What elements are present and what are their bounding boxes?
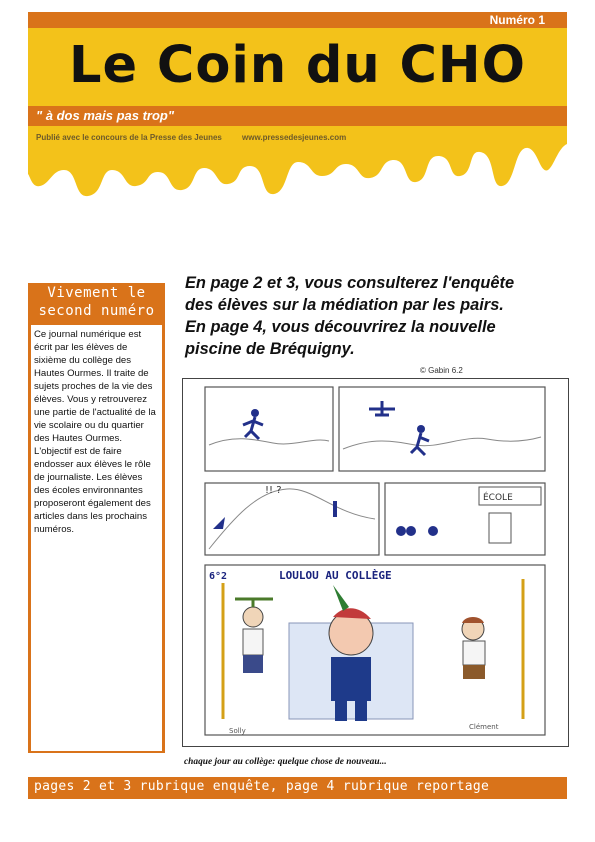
- comic-panel-1: [205, 387, 333, 471]
- intro-text: [185, 272, 565, 360]
- illustration-caption: chaque jour au collège: quelque chose de nouveau...: [184, 757, 387, 767]
- school-sign-text: ÉCOLE: [483, 493, 513, 503]
- sidebar-body-text: Ce journal numérique est écrit par les élèves de sixième du collège des Hautes Ourmes. Il traite de sujets proches de la vie des élèves. Vous y retrouverez une partie de l'actualité de la vie scolaire ou du quartier des Hautes Ourmes. L'objectif est de faire endosser aux élèves le rôle de journaliste. Les élèves des écoles environnantes proposeront également des articles dans les prochains numéros.: [34, 329, 156, 535]
- name-right: Clément: [469, 723, 499, 731]
- speech-bubble-text: !! ?: [265, 485, 282, 496]
- intro-line: des élèves sur la médiation par les pairs.: [185, 296, 504, 314]
- runner-figure: [417, 425, 425, 433]
- comic-panel-4: [385, 483, 545, 555]
- footer-text: pages 2 et 3 rubrique enquête, page 4 rubrique reportage: [34, 779, 490, 794]
- helicopter-figure: [369, 401, 395, 415]
- intro-line: piscine de Bréquigny.: [185, 340, 355, 358]
- comic-panel-2: [339, 387, 545, 471]
- sidebar-heading-line1: Vivement le: [47, 285, 146, 301]
- publisher-url[interactable]: www.pressedesjeunes.com: [242, 133, 347, 142]
- publisher-credit: Publié avec le concours de la Presse des Jeunes: [36, 133, 222, 142]
- comic-panel-title: LOULOU AU COLLÈGE: [279, 569, 392, 582]
- issue-number: Numéro 1: [489, 13, 545, 27]
- intro-line: En page 4, vous découvrirez la nouvelle: [185, 318, 496, 336]
- runner-figure: [251, 409, 259, 417]
- name-left: Solly: [229, 727, 246, 735]
- sidebar-heading-line2: second numéro: [38, 303, 155, 319]
- intro-line: En page 2 et 3, vous consulterez l'enquête: [185, 274, 515, 292]
- comic-illustration: [182, 378, 569, 747]
- masthead-subtitle: " à dos mais pas trop": [36, 108, 175, 123]
- masthead-title: Le Coin du CHO: [69, 36, 526, 95]
- comic-drawing: [183, 379, 568, 746]
- issue-bar: [28, 12, 567, 28]
- comic-panel-3: [205, 483, 379, 555]
- class-label: 6°2: [209, 571, 228, 582]
- illustration-credit: © Gabin 6.2: [420, 366, 463, 375]
- boy-left: [243, 607, 263, 627]
